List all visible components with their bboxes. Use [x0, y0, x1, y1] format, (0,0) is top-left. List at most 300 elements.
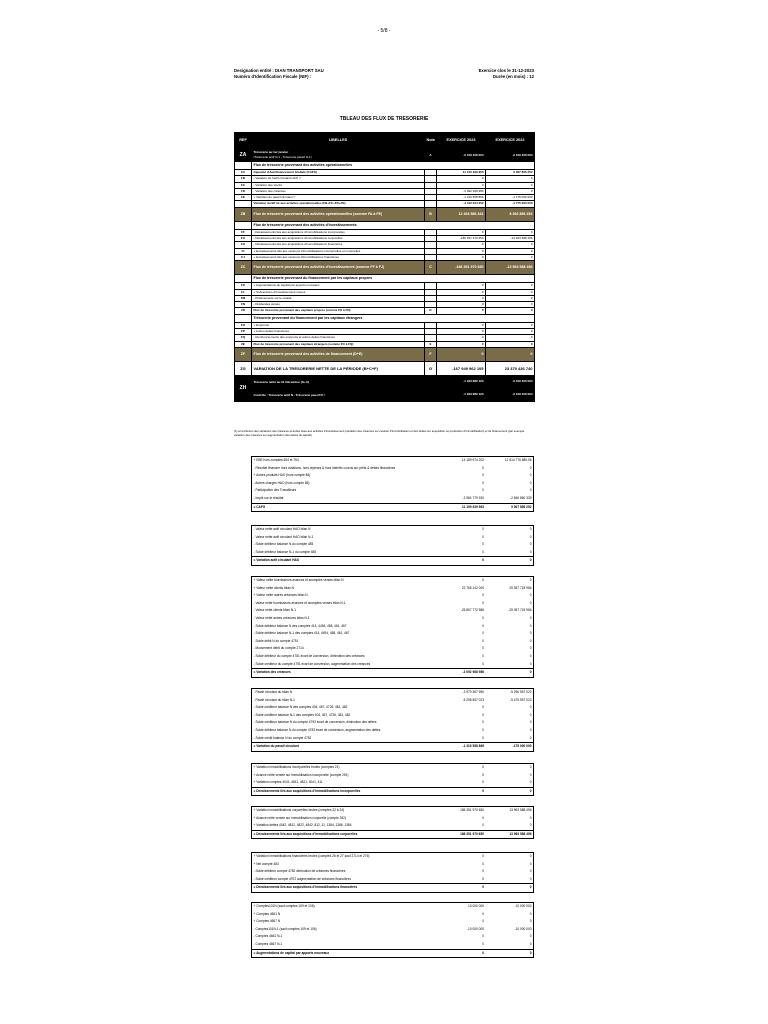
- row-ref: FN: [235, 302, 252, 308]
- row-value-2023: 0: [437, 283, 486, 289]
- detail-v2023: 0: [482, 661, 484, 666]
- row-value-2023: 0: [437, 242, 486, 248]
- detail-label: + Comptes 4661 N: [253, 911, 281, 916]
- detail-v2022: -5 296 557 023: [510, 690, 532, 694]
- zh-control-2023: -1 943 982 120: [437, 388, 486, 401]
- detail-v2022: 0: [529, 653, 532, 658]
- row-value-2022: 8 392 856 252: [486, 207, 535, 221]
- detail-v2022: 13 963 588 496: [509, 808, 532, 812]
- row-value-2022: 23 370 436 740: [486, 361, 535, 375]
- row-value-2022: 9 067 856 252: [486, 170, 535, 176]
- detail-v2022: 0: [529, 727, 532, 732]
- row-ref: FQ: [235, 335, 252, 341]
- detail-v2023: 0: [482, 705, 484, 710]
- row-ref: ZG: [235, 361, 252, 375]
- detail-v2023: 0: [482, 876, 484, 881]
- row-ref: FD: [235, 188, 252, 194]
- detail-label: - Impôt sur le résultat: [253, 495, 284, 500]
- detail-label: = Augmentations de capital par apports nouveaux: [252, 949, 438, 958]
- detail-table: [251, 763, 534, 796]
- detail-label: - Solde débiteur balance N du compte 485: [253, 542, 314, 547]
- row-note: B: [425, 207, 437, 221]
- detail-row: [252, 549, 534, 557]
- detail-row: [252, 457, 534, 465]
- row-value-2022: 0: [486, 295, 535, 301]
- row-value-2022: 0: [486, 308, 535, 314]
- detail-total-row: [252, 669, 534, 678]
- row-value-2022: 0: [486, 254, 535, 260]
- row-label: - Dividendes versés: [252, 302, 425, 308]
- detail-label: - Solde débiteur balance N-1 des comptes 414, 4494, 458, 461, 467: [253, 631, 350, 636]
- detail-label: - Mouvement débit du compte 2714: [253, 646, 304, 651]
- detail-v2022: 0: [529, 615, 532, 620]
- detail-v2023: 0: [482, 534, 484, 539]
- detail-row: [252, 861, 534, 869]
- detail-label: - Solde débiteur balance N des comptes 414, 4494, 458, 461, 467: [253, 623, 347, 628]
- detail-label: + Autres produits HAO (hors compte 86): [253, 473, 311, 478]
- row-value-2022: -1 175 000 000: [486, 195, 535, 201]
- row-ref: FK: [235, 283, 252, 289]
- detail-label: + Avance nette versée sur immobilisation incorporelle (compte 251): [253, 772, 349, 777]
- detail-row: [252, 853, 534, 861]
- detail-v2022: 0: [529, 765, 532, 769]
- za-2022: -2 109 406 004: [486, 149, 535, 162]
- section-title: Flux de trésorerie provenant du financement par les capitaux propres: [252, 275, 535, 283]
- detail-v2023: -3 092 968 986: [438, 669, 486, 678]
- fiscal-year: Exercice clos le 31-12-2023: [478, 68, 534, 73]
- detail-label: - Solde débiteur du compte 4781 écart de conversion, diminution des créances: [253, 653, 365, 658]
- row-value-2023: 0: [437, 254, 486, 260]
- row-value-2022: 0: [486, 341, 535, 347]
- detail-label: + Valeur nette fournisseurs avances et acomptes versés bilan N: [253, 578, 344, 582]
- detail-row: [252, 577, 534, 585]
- detail-row: [252, 918, 534, 926]
- detail-v2022: 0: [529, 911, 532, 916]
- entity-designation: Designation entité : DIAN TRANSPORT SAU: [234, 68, 324, 73]
- detail-label: - Valeur nette actif circulant HAO bilan N-1: [253, 534, 314, 539]
- detail-v2023: 0: [482, 631, 484, 636]
- detail-v2022: 0: [529, 876, 532, 881]
- detail-v2022: 0: [486, 787, 534, 796]
- detail-row: [252, 779, 534, 787]
- detail-v2022: 9 067 856 252: [486, 503, 534, 512]
- detail-v2023: 0: [482, 638, 484, 643]
- detail-row: [252, 638, 534, 646]
- detail-label: - Solde créditeur balance N du compte 4793 écart de conversion, diminution des dettes: [253, 720, 377, 725]
- detail-row: [252, 911, 534, 919]
- detail-v2023: 0: [482, 542, 484, 547]
- detail-v2023: 22 765 142 000: [461, 585, 484, 590]
- row-ref: FE: [235, 195, 252, 201]
- row-note: [425, 375, 437, 388]
- detail-label: + EBE hors comptes 654 et 754: [253, 458, 299, 462]
- detail-row: [252, 615, 534, 623]
- detail-table: [251, 576, 534, 678]
- detail-label: - Comptes 4667 N-1: [253, 941, 283, 946]
- detail-v2022: 0: [529, 869, 532, 874]
- detail-row: [252, 623, 534, 631]
- detail-total-row: [252, 503, 534, 512]
- zh-2023: -1 943 982 120: [437, 375, 486, 388]
- zh-control-2022: -2 109 406 004: [486, 388, 535, 401]
- detail-total-row: [252, 743, 534, 752]
- detail-label: + Valeur nette autres créances bilan N: [253, 593, 308, 598]
- detail-v2022: 0: [486, 884, 534, 893]
- detail-v2023: 0: [482, 735, 484, 740]
- detail-v2023: 0: [438, 787, 486, 796]
- header-note: Note: [425, 133, 437, 149]
- detail-v2023: -25 857 772 986: [460, 608, 484, 613]
- detail-label: - Solde débiteur balance N du compte 4783 écart de conversion, augmentation des dettes: [253, 727, 381, 732]
- row-note: C: [425, 261, 437, 275]
- detail-row: [252, 719, 534, 727]
- detail-v2023: 0: [482, 712, 484, 717]
- detail-label: - Solde crédit balance N du compte 4752: [253, 735, 312, 740]
- detail-v2022: 13 963 588 496: [486, 830, 534, 839]
- detail-table: [251, 456, 534, 512]
- row-ref: ZB: [235, 207, 252, 221]
- detail-v2022: 25 357 718 966: [509, 585, 532, 590]
- detail-row: [252, 704, 534, 712]
- detail-label: - Comptes 4661 N-1: [253, 934, 283, 939]
- row-za: ZA Trésorerie au 1er janvier (Trésorerie actif N-1 - Trésorerie passif N-1) A -2 109 406 004 -2 109 406 004: [235, 149, 535, 162]
- detail-v2023: 0: [482, 646, 484, 651]
- cash-flow-table: [234, 132, 535, 402]
- detail-v2023: 186 351 970 650: [438, 830, 486, 839]
- detail-v2023: 0: [438, 557, 486, 566]
- row-value-2022: 0: [486, 182, 535, 188]
- detail-v2023: 10 000 000: [468, 904, 484, 908]
- detail-v2023: 0: [482, 720, 484, 725]
- detail-row: [252, 645, 534, 653]
- section-title: Flux de trésorerie provenant des activités d'investissements: [252, 221, 535, 229]
- detail-v2023: 0: [482, 727, 484, 732]
- row-zh-control: [235, 388, 535, 401]
- zh-control-label: Contrôle : Trésorerie actif N - Trésorerie passif N =: [252, 388, 425, 401]
- detail-label: - Passif circulant du bilan N-1: [253, 697, 295, 702]
- detail-row: [252, 526, 534, 534]
- row-ref: FO: [235, 322, 252, 328]
- row-ref: FI: [235, 248, 252, 254]
- row-zb: [235, 207, 535, 221]
- detail-v2023: 0: [482, 815, 484, 820]
- detail-v2022: 12 614 776 585.06: [504, 458, 532, 462]
- row-label: - Variation des créances: [252, 188, 425, 194]
- row-label: Variation du BF lié aux activités opérationnelles (FB+FC+FD+FE): [252, 201, 425, 207]
- detail-label: + Comptes101N (sauf comptes 109 et 106): [253, 904, 315, 908]
- detail-label: = CAFG: [252, 503, 438, 512]
- detail-row: [252, 941, 534, 949]
- detail-v2023: 11 150 439 963: [438, 503, 486, 512]
- detail-label: + Variation immobilisations corporelles brutes (comptes 22 à 24): [253, 808, 345, 812]
- detail-row: [252, 465, 534, 473]
- row-ref: ZC: [235, 261, 252, 275]
- detail-table: [251, 902, 534, 958]
- detail-table: [251, 806, 534, 839]
- detail-label: - Participation des Travailleurs: [253, 488, 297, 493]
- row-value-2023: 12 403 986 341: [437, 207, 486, 221]
- row-value-2023: -167 949 962 105: [437, 361, 486, 375]
- detail-v2022: 0: [529, 772, 532, 777]
- section-debt: [235, 314, 535, 322]
- table-header: [235, 133, 535, 149]
- detail-label: = Décaissements liés aux acquisitions d'immobilisations corporelles: [252, 830, 438, 839]
- detail-v2022: 10 000 000: [515, 904, 532, 908]
- detail-v2022: 0: [529, 465, 532, 470]
- detail-v2022: 0: [529, 549, 532, 554]
- detail-label: - Passif circulant du bilan N: [253, 690, 293, 694]
- detail-row: [252, 495, 534, 503]
- row-label: + Emprunts: [252, 322, 425, 328]
- detail-row: [252, 661, 534, 669]
- detail-row: [252, 933, 534, 941]
- detail-v2023: 0: [482, 480, 484, 485]
- detail-row: [252, 600, 534, 608]
- row-value-2022: 0: [486, 347, 535, 361]
- detail-v2023: -3 979 367 950: [462, 690, 484, 694]
- detail-label: - Valeur nette autres créances bilan N-1: [253, 615, 310, 620]
- detail-total-row: [252, 884, 534, 893]
- row-ref: FG: [235, 236, 252, 242]
- detail-label: - Solde créditeur balance N des comptes 404, 467, 4726, 481, 482: [253, 705, 348, 710]
- detail-v2022: 0: [529, 861, 532, 866]
- detail-row: [252, 807, 534, 815]
- detail-label: - Solde débiteur balance N-1 du compte 485: [253, 549, 317, 554]
- row-value-2022: 0: [486, 242, 535, 248]
- row-value-2022: 0: [486, 329, 535, 335]
- detail-v2022: 0: [529, 735, 532, 740]
- row-value-2022: -1 775 000 000: [486, 201, 535, 207]
- detail-label: = Variation des créances: [252, 669, 438, 678]
- row-label: + Autres dettes financières: [252, 329, 425, 335]
- detail-v2022: 0: [529, 720, 532, 725]
- detail-v2022: 0: [529, 638, 532, 643]
- row-ref: ZH: [235, 375, 252, 401]
- row-value-2022: 0: [486, 283, 535, 289]
- detail-v2022: -5 475 557 023: [510, 697, 532, 702]
- row-value-2023: 0: [437, 302, 486, 308]
- row-zh: [235, 375, 535, 388]
- row-value-2022: -13 963 588 496: [486, 261, 535, 275]
- detail-row: [252, 630, 534, 638]
- detail-label: - Autres charges HAO (hors compte 86): [253, 480, 310, 485]
- detail-v2023: 0: [482, 823, 484, 828]
- detail-v2022: 0: [529, 919, 532, 924]
- detail-v2022: 0: [529, 712, 532, 717]
- detail-label: - Valeur nette clients bilan N-1: [253, 608, 296, 613]
- detail-v2023: 0: [482, 869, 484, 874]
- detail-v2023: 0: [482, 911, 484, 916]
- detail-v2023: 0: [482, 765, 484, 769]
- detail-row: [252, 472, 534, 480]
- row-value-2022: 0: [486, 289, 535, 295]
- row-value-2023: 0: [437, 229, 486, 235]
- row-label: Flux de trésorerie provenant des activités d'investissement (somme FF à FJ): [252, 261, 425, 275]
- detail-v2023: 0: [438, 949, 486, 958]
- row-value-2023: -3 092 968 986: [437, 188, 486, 194]
- row-label: + Subventions d'investissement reçues: [252, 289, 425, 295]
- section-equity: [235, 275, 535, 283]
- detail-row: [252, 735, 534, 743]
- row-label: Flux de trésorerie provenant des capitaux propres (somme FK à FN): [252, 308, 425, 314]
- za-2023: -2 109 406 004: [437, 149, 486, 162]
- page-number: - 5/8 -: [377, 28, 391, 34]
- row-note: D: [425, 308, 437, 314]
- detail-v2023: 0: [482, 600, 484, 605]
- detail-v2023: 0: [482, 473, 484, 478]
- detail-row: [252, 876, 534, 884]
- detail-v2023: -5 298 557 023: [462, 697, 484, 702]
- row-value-2023: -186 351 970 650: [437, 236, 486, 242]
- detail-v2022: 0: [529, 780, 532, 785]
- row-ref: FF: [235, 229, 252, 235]
- row-zc: [235, 261, 535, 275]
- detail-v2023: 186 351 970 650: [460, 808, 484, 812]
- row-label: + Variation du passif circulant ⁽¹⁾: [252, 195, 425, 201]
- row-value-2023: 0: [437, 176, 486, 182]
- detail-row: [252, 689, 534, 697]
- detail-total-row: [252, 787, 534, 796]
- detail-label: - Solde créditeur du compte 4791 écart de conversion, augmentation des créances: [253, 661, 371, 666]
- detail-v2022: 0: [529, 623, 532, 628]
- detail-row: [252, 487, 534, 495]
- detail-v2022: 0: [529, 488, 532, 493]
- row-label: - Décaissements liés aux acquisitions d'immobilisations financières: [252, 242, 425, 248]
- detail-label: + Variation immobilisations financières brutes (comptes 26 et 27 sauf 2714 et 276): [253, 854, 370, 858]
- row-note: F: [425, 347, 437, 361]
- detail-table: [251, 688, 534, 752]
- detail-label: - Solde débit N du compte 4751: [253, 638, 299, 643]
- row-ref: ZD: [235, 308, 252, 314]
- za-label: Trésorerie au 1er janvier: [253, 150, 289, 154]
- row-ref: ZF: [235, 347, 252, 361]
- detail-v2023: 0: [482, 465, 484, 470]
- row-ref: FB: [235, 176, 252, 182]
- detail-label: - Solde débiteur compte 4782 diminution de créances financières: [253, 869, 346, 874]
- row-label: - Variation des stocks: [252, 182, 425, 188]
- detail-row: [252, 815, 534, 823]
- section-investing: [235, 221, 535, 229]
- row-ref: [235, 275, 252, 283]
- footnote: (1) à l'exclusion des variations des créances et dettes liées aux activités d'investissement (variation des créances sur cession d'immobilisation et des dettes sur acquisition ou production d'immobilisation) et de financement (par exemple variation des créances sur augmentation des dettes de capital): [234, 429, 525, 437]
- row-label: - Prélèvements sur le capital: [252, 295, 425, 301]
- detail-v2022: 0: [529, 542, 532, 547]
- detail-v2023: 0: [482, 623, 484, 628]
- detail-v2022: 0: [529, 480, 532, 485]
- detail-v2022: 0: [529, 600, 532, 605]
- detail-label: + Variation dettes 4042, 4812, 4822, 4842, 812, 11, 1384, 1386, 1384: [253, 823, 352, 828]
- detail-v2023: 0: [482, 941, 484, 946]
- row-value-2022: 0: [486, 229, 535, 235]
- detail-v2022: 0: [529, 815, 532, 820]
- detail-label: + Net compte 483: [253, 861, 279, 866]
- row-value-2023: 0: [437, 308, 486, 314]
- detail-v2023: -10 000 000: [466, 926, 484, 931]
- detail-v2022: 0: [529, 941, 532, 946]
- detail-v2023: 0: [482, 772, 484, 777]
- row-label: + Encaissements liés aux cessions d'immobilisations financières: [252, 254, 425, 260]
- detail-v2022: -10 000 000: [514, 926, 532, 931]
- row-value-2023: 0: [437, 347, 486, 361]
- row-ref: [235, 314, 252, 322]
- detail-v2022: 0: [529, 631, 532, 636]
- detail-v2023: -3 984 779 930: [462, 495, 484, 500]
- row-ref: ZE: [235, 341, 252, 347]
- detail-row: [252, 534, 534, 542]
- section-operating: Flux de trésorerie provenant des activités opérationnelles: [235, 162, 535, 170]
- detail-v2022: 0: [486, 557, 534, 566]
- detail-v2022: 0: [529, 934, 532, 939]
- header-ref: REF: [235, 133, 252, 149]
- detail-v2023: 0: [482, 934, 484, 939]
- detail-label: + Valeur nette clients bilan N: [253, 585, 294, 590]
- detail-label: = Variation du passif circulant: [252, 743, 438, 752]
- detail-row: [252, 585, 534, 593]
- header-2023: EXERCICE 2023: [437, 133, 486, 149]
- detail-label: - Valeur nette fournisseurs avances et acomptes versés bilan N-1: [253, 600, 346, 605]
- detail-v2022: 0: [529, 705, 532, 710]
- row-value-2023: 0: [437, 182, 486, 188]
- detail-row: [252, 903, 534, 911]
- detail-v2022: 0: [529, 823, 532, 828]
- row-label: - Variation de l'actif circulant HAO ⁽¹⁾: [252, 176, 425, 182]
- row-label: - Décaissements liés aux acquisitions d'immobilisations corporelles: [252, 236, 425, 242]
- detail-v2023: 0: [438, 884, 486, 893]
- row-value-2023: 0: [437, 295, 486, 301]
- detail-label: - Solde créditeur compte 4972 augmentation de créances financières: [253, 876, 351, 881]
- row-ref: FP: [235, 329, 252, 335]
- row-note: [425, 388, 437, 401]
- row-value-2022: -13 963 588 496: [486, 236, 535, 242]
- detail-label: = Décaissements liés aux acquisitions d'immobilisations incorporelles: [252, 787, 438, 796]
- detail-row: [252, 868, 534, 876]
- detail-v2022: 0: [529, 534, 532, 539]
- detail-row: [252, 480, 534, 488]
- detail-v2022: 0: [529, 527, 532, 531]
- detail-v2022: 0: [486, 949, 534, 958]
- detail-label: + Comptes 4667 N: [253, 919, 281, 924]
- detail-row: [252, 822, 534, 830]
- detail-row: [252, 592, 534, 600]
- row-value-2023: 0: [437, 289, 486, 295]
- detail-v2022: -2 846 860 339: [510, 495, 532, 500]
- section-title: Trésorerie provenant du financement par les capitaux étrangers: [252, 314, 535, 322]
- detail-total-row: [252, 557, 534, 566]
- row-label: Capacité d'Autofinancement Globale (CAFG): [252, 170, 425, 176]
- detail-v2023: 0: [482, 527, 484, 531]
- detail-v2022: 0: [529, 473, 532, 478]
- entity-nif: Numéro d'Identification Fiscale (NIF) :: [234, 73, 312, 79]
- detail-v2023: 0: [482, 615, 484, 620]
- detail-v2022: 0: [529, 854, 532, 858]
- detail-total-row: [252, 949, 534, 958]
- row-label: + Augmentations de capital par apports nouveaux: [252, 283, 425, 289]
- row-value-2023: 0: [437, 341, 486, 347]
- row-label: VARIATION DE LA TRÉSORERIE NETTE DE LA PÉRIODE (B+C+F): [252, 361, 425, 375]
- header-2022: EXERCICE 2022: [486, 133, 535, 149]
- detail-label: - Comptes101N-1 (sauf comptes 109 et 106): [253, 926, 317, 931]
- detail-row: [252, 541, 534, 549]
- detail-row: [252, 764, 534, 772]
- zh-label: Trésorerie nette au 31 Décembre (G+A): [252, 375, 425, 388]
- detail-table: [251, 525, 534, 566]
- detail-label: - Valeur nette actif circulant HAO bilan N: [253, 527, 311, 531]
- row-zg: [235, 361, 535, 375]
- detail-v2023: 0: [482, 653, 484, 658]
- detail-row: [252, 926, 534, 934]
- row-value-2023: -1 319 558 866: [437, 195, 486, 201]
- detail-v2022: -175 000 000: [486, 743, 534, 752]
